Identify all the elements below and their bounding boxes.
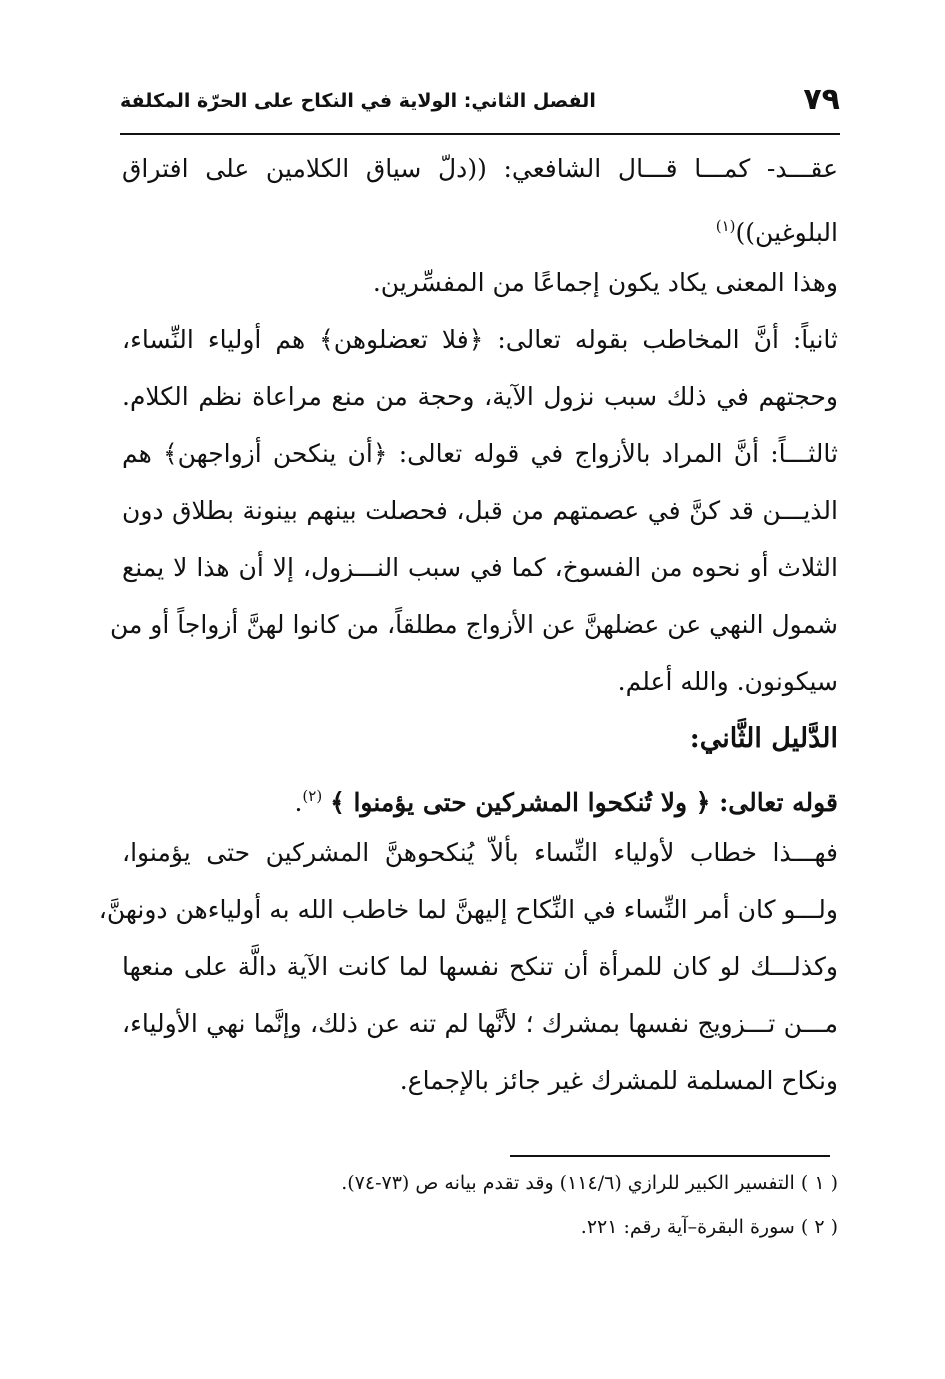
text-line: ولـــو كان أمر النِّساء في النِّكاح إليهنَّ لما خاطب الله به أولياءهن دونهنَّ،	[98, 895, 838, 924]
text-line: الذيـــن قد كنَّ في عصمتهم من قبل، فحصلت بينهم بينونة بطلاق دون	[122, 496, 838, 525]
footnote-divider	[510, 1155, 830, 1157]
text-line-content: البلوغين))	[735, 218, 838, 247]
footnote-ref-1: (١)	[715, 217, 736, 235]
chapter-title: الفصل الثاني: الولاية في النكاح على الحرّة المكلفة	[120, 90, 596, 112]
page-number: ٧٩	[803, 82, 840, 117]
text-line: ثانياً: أنَّ المخاطب بقوله تعالى: ﴿فلا تعضلوهن﴾ هم أولياء النِّساء،	[122, 325, 838, 354]
text-line: وحجتهم في ذلك سبب نزول الآية، وحجة من منع مراعاة نظم الكلام.	[122, 382, 838, 411]
section-heading: الدَّليل الثَّاني:	[689, 723, 838, 754]
main-text	[98, 150, 838, 1119]
text-line	[122, 777, 838, 815]
text-line: وهذا المعنى يكاد يكون إجماعًا من المفسِّرين.	[372, 268, 838, 297]
footnotes	[122, 1168, 838, 1256]
footnote-ref-2: (٢)	[302, 787, 323, 805]
text-line: سيكونون. والله أعلم.	[617, 667, 838, 696]
text-line: فهـــذا خطاب لأولياء النِّساء بألاّ يُنكحوهنَّ المشركين حتى يؤمنوا،	[122, 838, 838, 867]
text-line: ونكاح المسلمة للمشرك غير جائز بالإجماع.	[399, 1066, 838, 1095]
text-line	[122, 207, 838, 245]
text-line: شمول النهي عن عضلهنَّ عن الأزواج مطلقاً، من كانوا لهنَّ أزواجاً أو من	[109, 610, 838, 639]
footnote-1: ( ١ ) التفسير الكبير للرازي (١١٤/٦) وقد تقدم بيانه ص (٧٣-٧٤).	[341, 1172, 838, 1194]
quote-end: .	[294, 788, 303, 817]
text-line: الثلاث أو نحوه من الفسوخ، كما في سبب النـــزول، إلا أن هذا لا يمنع	[122, 553, 838, 582]
running-header	[120, 78, 840, 130]
text-line: وكذلـــك لو كان للمرأة أن تنكح نفسها لما كانت الآية دالَّة على منعها	[122, 952, 838, 981]
footnote-2: ( ٢ ) سورة البقرة–آية رقم: ٢٢١.	[580, 1216, 838, 1238]
quran-quote: قوله تعالى: ﴿ ولا تُنكحوا المشركين حتى يؤمنوا ﴾	[330, 788, 838, 817]
header-divider	[120, 133, 840, 135]
text-line: مـــن تـــزويج نفسها بمشرك ؛ لأنَّها لم تنه عن ذلك، وإنَّما نهي الأولياء،	[122, 1009, 838, 1038]
text-line: ثالثـــاً: أنَّ المراد بالأزواج في قوله تعالى: ﴿أن ينكحن أزواجهن﴾ هم	[122, 439, 838, 468]
text-line: عقـــد- كمـــا قـــال الشافعي: ((دلّ سياق الكلامين على افتراق	[122, 154, 838, 183]
